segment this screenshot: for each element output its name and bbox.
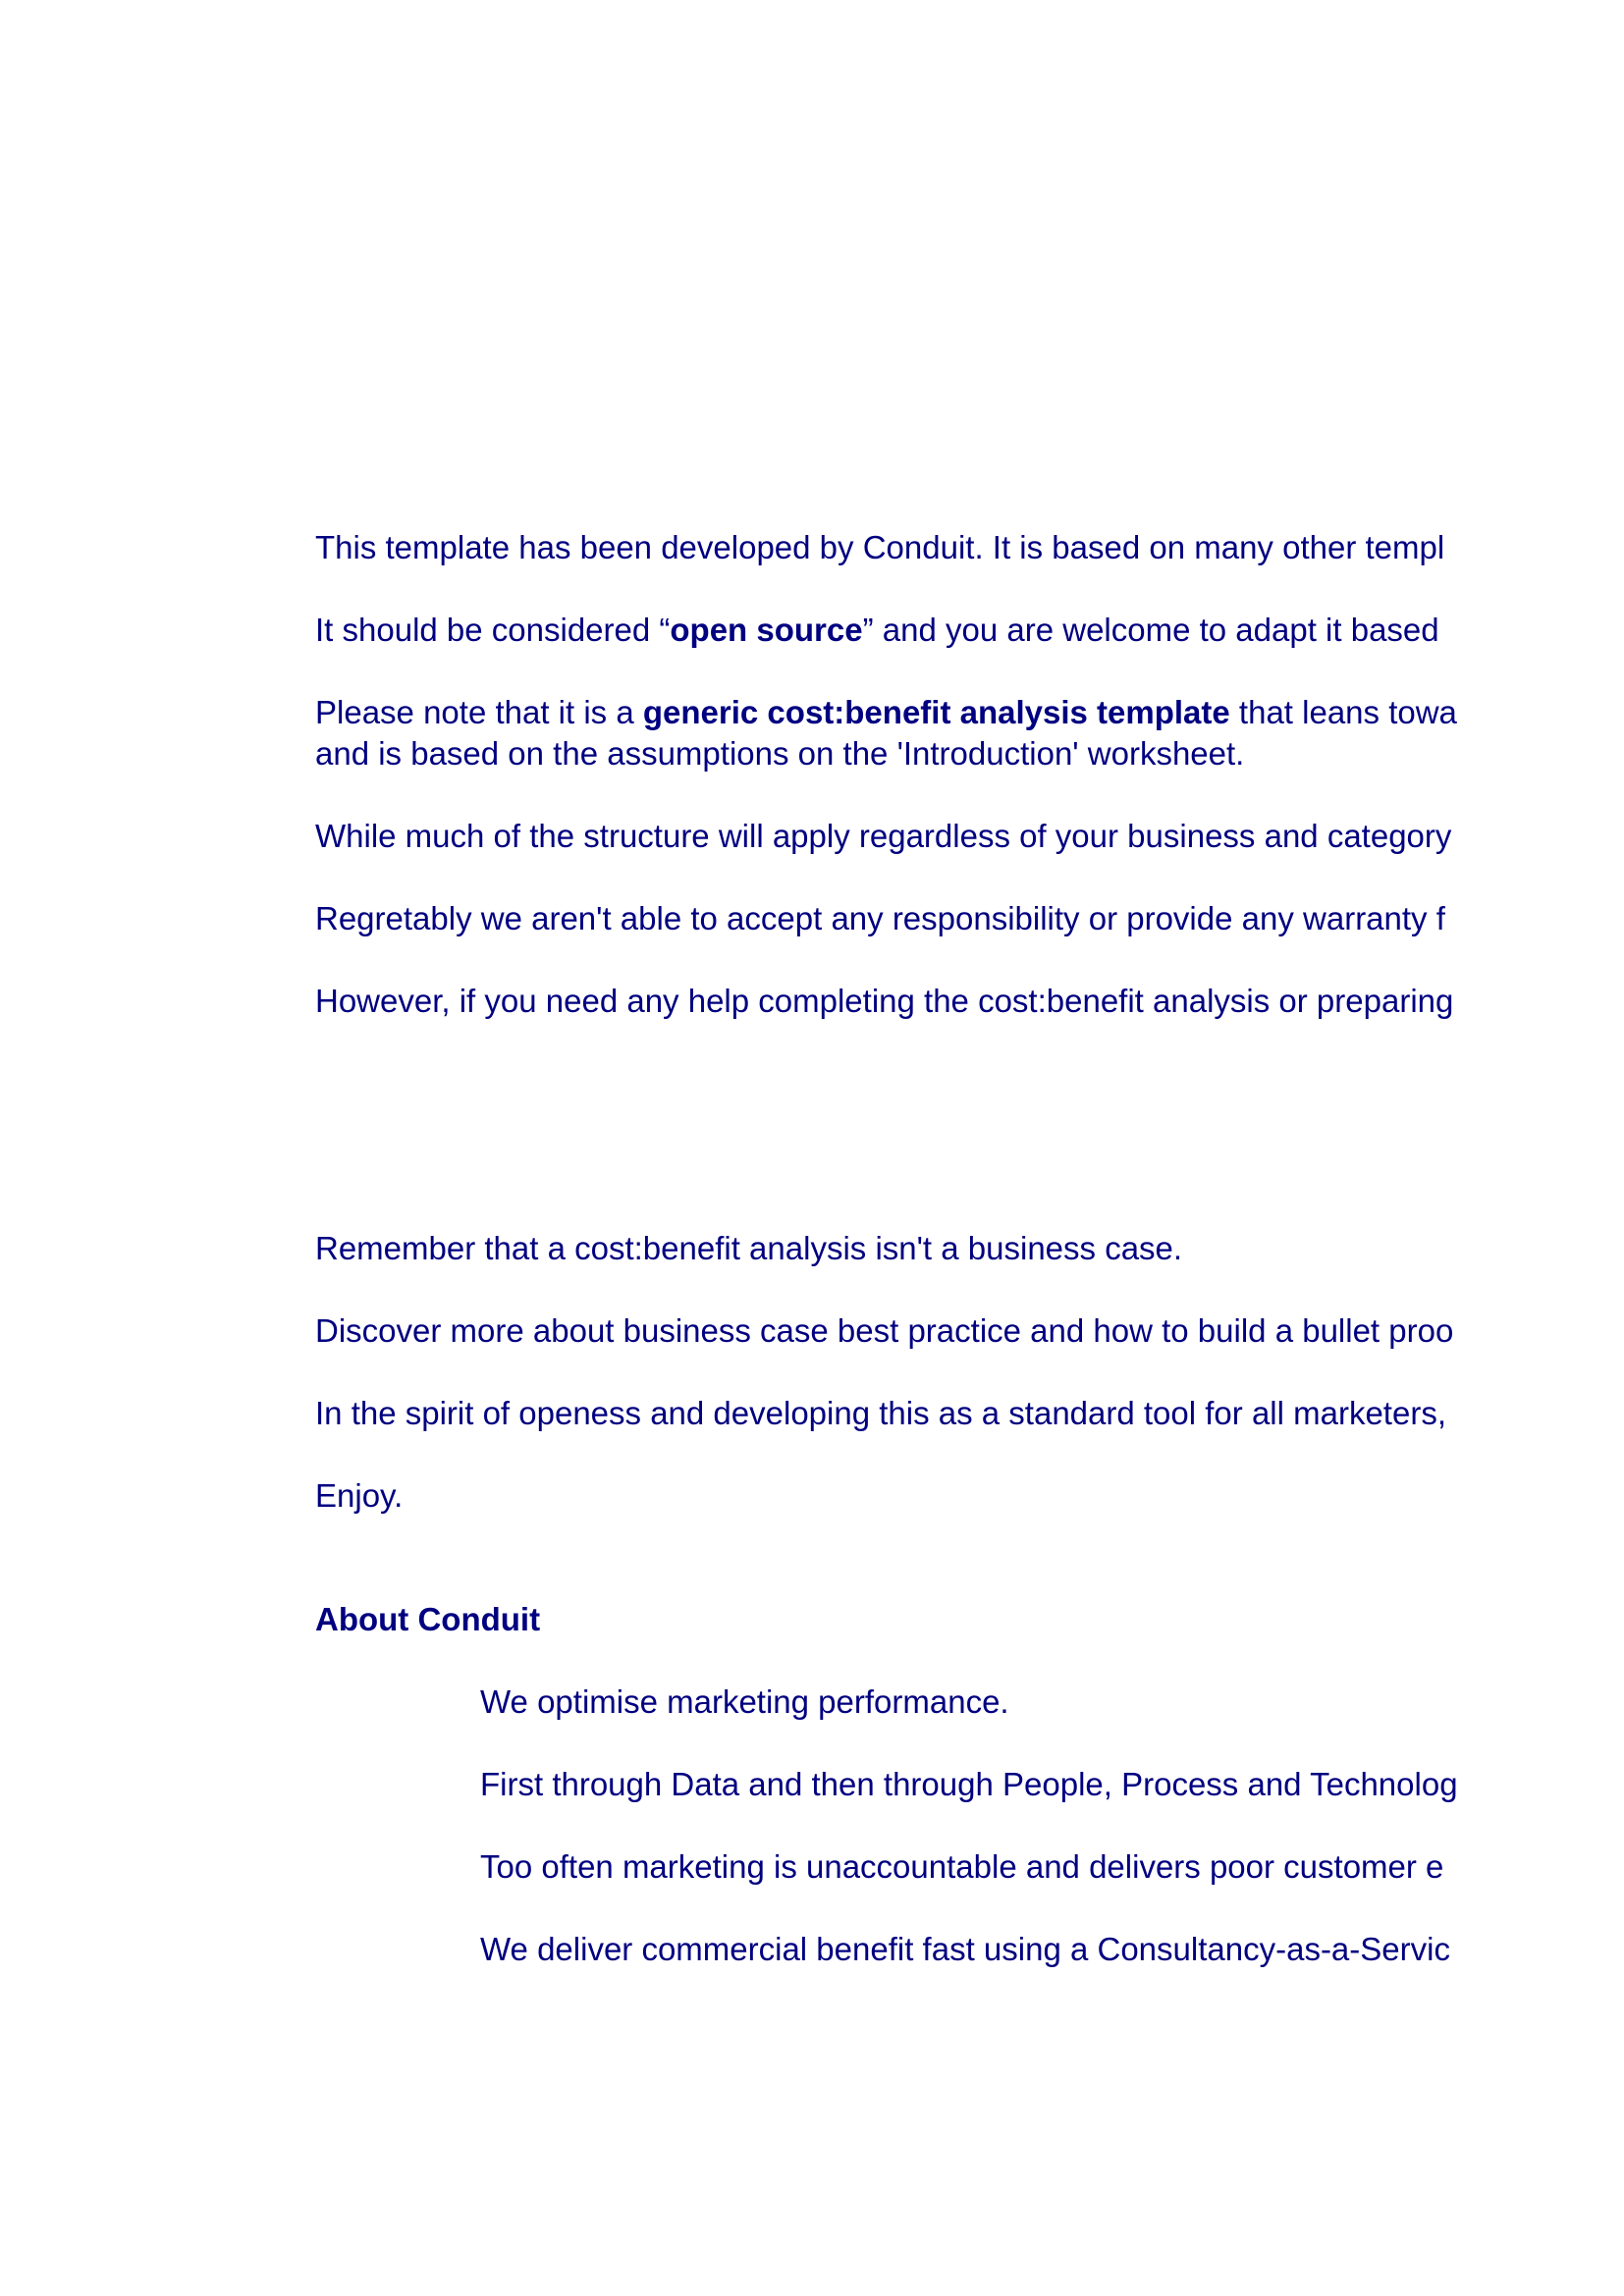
generic-template-prefix: Please note that it is a <box>315 694 643 730</box>
reminder-paragraph-not-business-case: Remember that a cost:benefit analysis isn't a business case. <box>315 1230 1183 1266</box>
intro-paragraph-developed-by: This template has been developed by Conduit. It is based on many other templ <box>315 529 1445 565</box>
intro-paragraph-help: However, if you need any help completing the cost:benefit analysis or preparing <box>315 983 1454 1019</box>
intro-paragraph-responsibility: Regretably we aren't able to accept any responsibility or provide any warranty f <box>315 900 1445 936</box>
open-source-prefix: It should be considered “ <box>315 612 671 648</box>
generic-template-bold: generic cost:benefit analysis template <box>642 694 1230 730</box>
open-source-bold: open source <box>670 612 863 648</box>
reminder-paragraph-openness: In the spirit of openess and developing this as a standard tool for all marketers, <box>315 1395 1446 1431</box>
about-heading: About Conduit <box>315 1601 541 1637</box>
intro-paragraph-structure: While much of the structure will apply regardless of your business and category <box>315 818 1452 854</box>
about-item-data-first: First through Data and then through People, Process and Technolog <box>480 1766 1458 1802</box>
reminder-paragraph-discover-more: Discover more about business case best practice and how to build a bullet proo <box>315 1312 1454 1349</box>
intro-paragraph-generic-template-line2: and is based on the assumptions on the 'Introduction' worksheet. <box>315 735 1245 772</box>
generic-template-suffix: that leans towa <box>1229 694 1457 730</box>
open-source-suffix: ” and you are welcome to adapt it based <box>862 612 1439 648</box>
about-item-unaccountable: Too often marketing is unaccountable and delivers poor customer e <box>480 1848 1444 1885</box>
about-item-optimise: We optimise marketing performance. <box>480 1683 1009 1720</box>
intro-paragraph-open-source <box>315 610 1439 651</box>
reminder-paragraph-enjoy: Enjoy. <box>315 1477 404 1514</box>
about-item-consultancy: We deliver commercial benefit fast using a Consultancy-as-a-Servic <box>480 1931 1450 1967</box>
intro-paragraph-generic-template <box>315 692 1457 733</box>
